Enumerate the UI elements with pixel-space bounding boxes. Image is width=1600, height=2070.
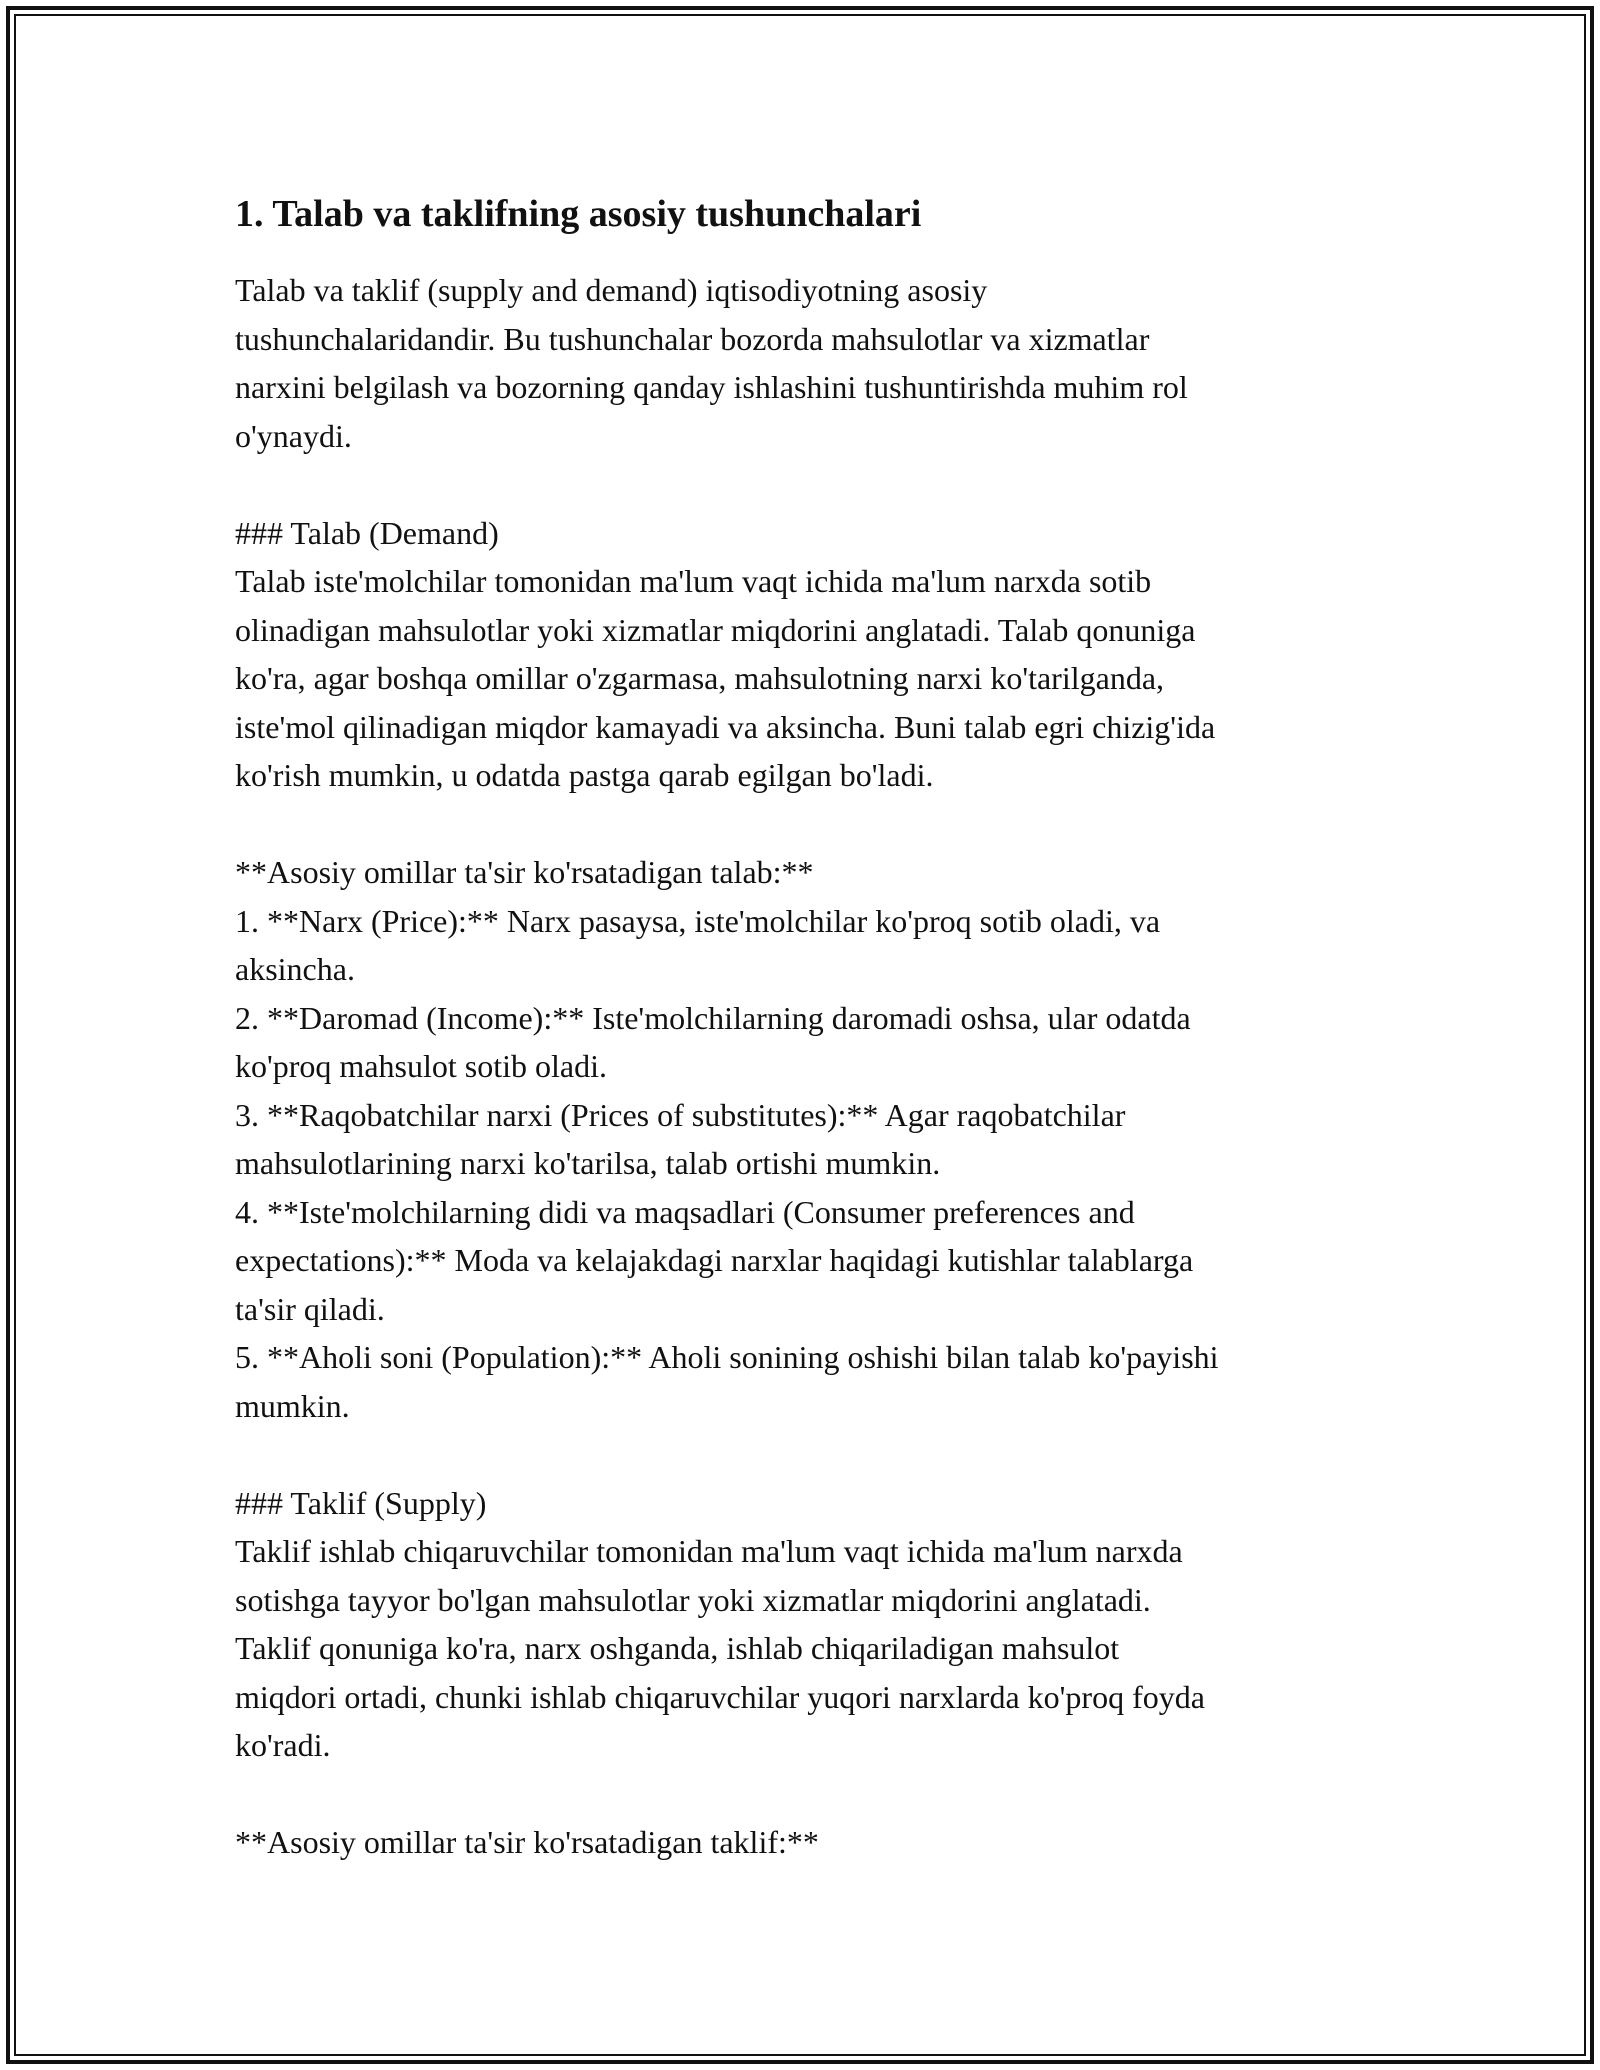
paragraph-gap <box>235 460 1375 509</box>
supply-paragraph: Taklif ishlab chiqaruvchilar tomonidan ma'lum vaqt ichida ma'lum narxda sotishga tayyor bo'lgan mahsulotlar yoki xizmatlar miqdorini anglatadi. Taklif qonuniga ko'ra, narx oshganda, ishlab chiqariladigan mahsulot miqdori ortadi, chunki ishlab chiqaruvchilar yuqori narxlarda ko'proq foyda ko'radi. <box>235 1533 1205 1763</box>
supply-factors-heading: **Asosiy omillar ta'sir ko'rsatadigan taklif:** <box>235 1824 819 1860</box>
paragraph-gap <box>235 1770 1375 1819</box>
paragraph-gap <box>235 800 1375 849</box>
demand-factor-item: 3. **Raqobatchilar narxi (Prices of substitutes):** Agar raqobatchilar mahsulotlarining narxi ko'tarilsa, talab ortishi mumkin. <box>235 1096 1126 1181</box>
demand-factor-item: 4. **Iste'molchilarning didi va maqsadlari (Consumer preferences and expectations):** Moda va kelajakdagi narxlar haqidagi kutishlar talablarga ta'sir qiladi. <box>235 1193 1194 1327</box>
document-body <box>235 186 1375 1867</box>
paragraph-gap <box>235 1430 1375 1479</box>
intro-paragraph: Talab va taklif (supply and demand) iqtisodiyotning asosiy tushunchalaridandir. Bu tushunchalar bozorda mahsulotlar va xizmatlar narxini belgilash va bozorning qanday ishlashini tushuntirishda muhim rol o'ynaydi. <box>235 272 1188 454</box>
demand-factors-heading: **Asosiy omillar ta'sir ko'rsatadigan talab:** <box>235 854 814 890</box>
demand-factor-item: 2. **Daromad (Income):** Iste'molchilarning daromadi oshsa, ular odatda ko'proq mahsulot sotib oladi. <box>235 999 1191 1084</box>
demand-paragraph: Talab iste'molchilar tomonidan ma'lum vaqt ichida ma'lum narxda sotib olinadigan mahsulotlar yoki xizmatlar miqdorini anglatadi. Talab qonuniga ko'ra, agar boshqa omillar o'zgarmasa, mahsulotning narxi ko'tarilganda, iste'mol qilinadigan miqdor kamayadi va aksincha. Buni talab egri chizig'ida ko'rish mumkin, u odatda pastga qarab egilgan bo'ladi. <box>235 563 1216 793</box>
demand-factor-item: 5. **Aholi soni (Population):** Aholi sonining oshishi bilan talab ko'payishi mumkin. <box>235 1339 1219 1424</box>
demand-factor-item: 1. **Narx (Price):** Narx pasaysa, iste'molchilar ko'proq sotib oladi, va aksincha. <box>235 902 1161 987</box>
demand-heading: ### Talab (Demand) <box>235 514 499 551</box>
supply-heading: ### Taklif (Supply) <box>235 1484 487 1521</box>
section-title: 1. Talab va taklifning asosiy tushunchalari <box>235 193 922 235</box>
